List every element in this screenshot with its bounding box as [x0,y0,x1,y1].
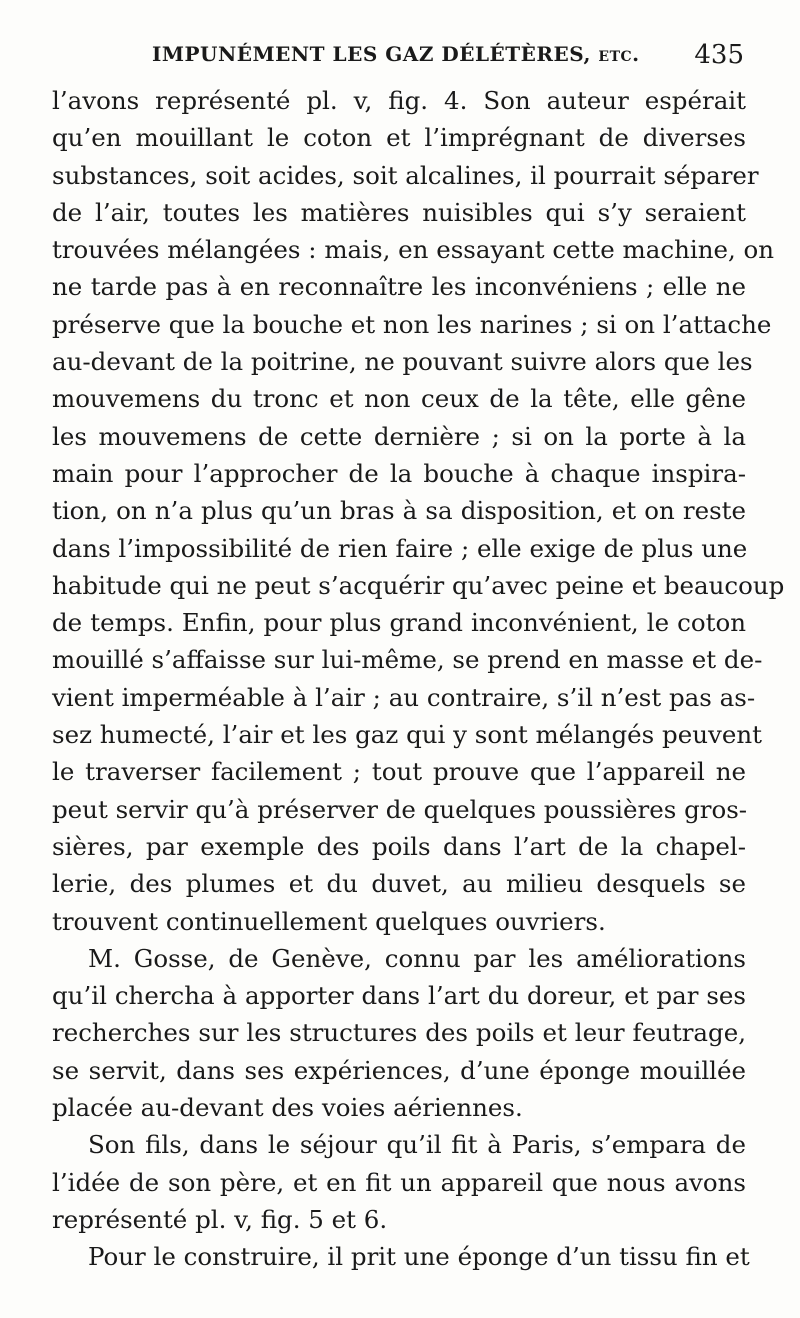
text-line: habitude qui ne peut s’acquérir qu’avec peine et beaucoup [52,570,785,600]
text-line: dans l’impossibilité de rien faire ; elle exige de plus une [52,533,748,563]
text-line: de l’air, toutes les matières nuisibles qui s’y seraient [52,197,746,227]
text-line: au-devant de la poitrine, ne pouvant suivre alors que les [52,347,753,377]
text-line: Pour le construire, il prit une éponge d’un tissu fin et [88,1242,750,1272]
text-line: qu’en mouillant le coton et l’imprégnant de diverses [52,123,746,153]
text-line: substances, soit acides, soit alcalines, il pourrait séparer [52,160,759,190]
text-line: tion, on n’a plus qu’un bras à sa disposition, et on reste [52,496,746,526]
running-title: IMPUNÉMENT LES GAZ DÉLÉTÈRES, etc. [152,42,640,66]
page-number: 435 [694,40,744,70]
text-line: mouillé s’affaisse sur lui-même, se prend en masse et de- [52,645,763,675]
text-line: sières, par exemple des poils dans l’art de la chapel- [52,831,746,861]
text-line: main pour l’approcher de la bouche à chaque inspira- [52,458,746,488]
text-line: trouvées mélangées : mais, en essayant cette machine, on [52,235,775,265]
text-line: placée au-devant des voies aériennes. [52,1093,523,1123]
text-line: préserve que la bouche et non les narines ; si on l’attache [52,309,772,339]
body-text [52,82,785,1276]
text-line: qu’il chercha à apporter dans l’art du doreur, et par ses [52,981,746,1011]
text-line: sez humecté, l’air et les gaz qui y sont mélangés peuvent [52,720,762,750]
text-line: ne tarde pas à en reconnaître les inconvéniens ; elle ne [52,272,746,302]
text-line: trouvent continuellement quelques ouvriers. [52,906,606,936]
text-line: Son fils, dans le séjour qu’il fit à Paris, s’empara de [88,1130,746,1160]
text-line: mouvemens du tronc et non ceux de la tête, elle gêne [52,384,746,414]
text-line: l’avons représenté pl. v, fig. 4. Son auteur espérait [52,86,746,115]
text-line: peut servir qu’à préserver de quelques poussières gros- [52,794,748,824]
text-line: vient imperméable à l’air ; au contraire, s’il n’est pas as- [52,682,756,712]
text-line: se servit, dans ses expériences, d’une éponge mouillée [52,1055,746,1085]
text-line: le traverser facilement ; tout prouve que l’appareil ne [52,757,746,787]
text-line: recherches sur les structures des poils et leur feutrage, [52,1018,746,1048]
text-line: l’idée de son père, et en fit un appareil que nous avons [52,1167,746,1197]
text-line: de temps. Enfin, pour plus grand inconvénient, le coton [52,608,746,638]
running-head [52,36,744,76]
text-line: les mouvemens de cette dernière ; si on la porte à la [52,421,746,451]
text-line: représenté pl. v, fig. 5 et 6. [52,1204,388,1234]
text-line: M. Gosse, de Genève, connu par les améliorations [88,943,746,973]
text-line: lerie, des plumes et du duvet, au milieu desquels se [52,869,746,899]
